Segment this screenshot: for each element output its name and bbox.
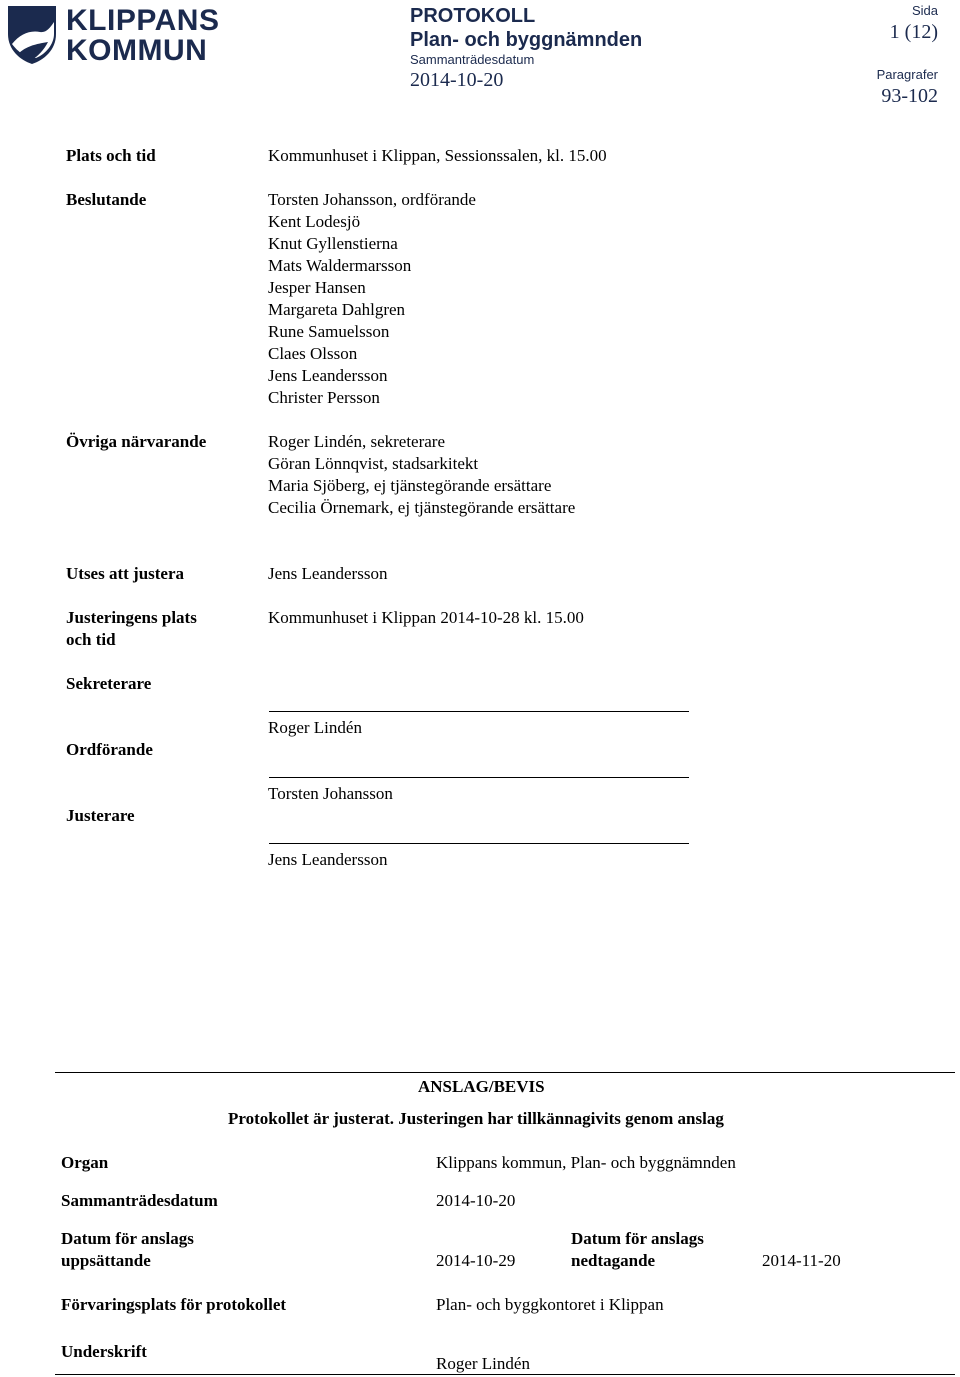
signature-line-adjuster bbox=[269, 843, 689, 844]
posted-date-label-2: uppsättande bbox=[61, 1251, 151, 1270]
storage-label: Förvaringsplats för protokollet bbox=[61, 1295, 287, 1314]
meeting-date: 2014-10-20 bbox=[410, 69, 504, 91]
appointed-adjuster-label: Utses att justera bbox=[66, 564, 185, 583]
decider-name: Torsten Johansson, ordförande bbox=[268, 190, 476, 209]
notice-meeting-date-label: Sammanträdesdatum bbox=[61, 1191, 218, 1210]
appointed-adjuster: Jens Leandersson bbox=[268, 564, 388, 583]
notice-subtitle: Protokollet är justerat. Justeringen har tillkännagivits genom anslag bbox=[228, 1109, 724, 1128]
posted-date-label-1: Datum för anslags bbox=[61, 1229, 194, 1248]
chair-name: Torsten Johansson bbox=[268, 784, 393, 803]
document-type: PROTOKOLL bbox=[410, 5, 536, 27]
decider-name: Rune Samuelsson bbox=[268, 322, 390, 341]
decider-name: Jesper Hansen bbox=[268, 278, 366, 297]
decider-name: Knut Gyllenstierna bbox=[268, 234, 398, 253]
organ-value: Klippans kommun, Plan- och byggnämnden bbox=[436, 1153, 736, 1172]
decider-name: Claes Olsson bbox=[268, 344, 358, 363]
meeting-date-label: Sammanträdesdatum bbox=[410, 52, 535, 67]
attendee-name: Cecilia Örnemark, ej tjänstegörande ersättare bbox=[268, 498, 576, 517]
notice-bottom-divider bbox=[55, 1374, 955, 1375]
adjust-place-value: Kommunhuset i Klippan 2014-10-28 kl. 15.00 bbox=[268, 608, 584, 627]
signature-line-chair bbox=[269, 777, 689, 778]
adjust-place-label-2: och tid bbox=[66, 630, 116, 649]
secretary-name: Roger Lindén bbox=[268, 718, 362, 737]
signature-name: Roger Lindén bbox=[436, 1354, 530, 1373]
page-label: Sida bbox=[911, 3, 938, 18]
decider-name: Mats Waldermarsson bbox=[268, 256, 412, 275]
deciders-list bbox=[268, 189, 476, 409]
place-value: Kommunhuset i Klippan, Sessionssalen, kl. 15.00 bbox=[268, 146, 607, 165]
chair-label: Ordförande bbox=[66, 740, 153, 759]
decider-name: Jens Leandersson bbox=[268, 366, 388, 385]
paragraphs-label: Paragrafer bbox=[876, 67, 938, 82]
attendee-name: Roger Lindén, sekreterare bbox=[268, 432, 445, 451]
deciders-label: Beslutande bbox=[66, 190, 147, 209]
adjust-place-label-1: Justeringens plats bbox=[66, 608, 197, 627]
place-label: Plats och tid bbox=[66, 146, 156, 165]
decider-name: Margareta Dahlgren bbox=[268, 300, 406, 319]
notice-top-divider bbox=[55, 1072, 955, 1073]
signature-line-secretary bbox=[269, 711, 689, 712]
logo-line-2: KOMMUN bbox=[66, 34, 208, 67]
removed-date-label-2: nedtagande bbox=[571, 1251, 656, 1270]
page-number: 1 (12) bbox=[889, 21, 938, 43]
posted-date: 2014-10-29 bbox=[436, 1251, 516, 1270]
storage-value: Plan- och byggkontoret i Klippan bbox=[436, 1295, 664, 1314]
adjuster-label: Justerare bbox=[66, 806, 135, 825]
attendee-name: Maria Sjöberg, ej tjänstegörande ersättare bbox=[268, 476, 552, 495]
committee-name: Plan- och byggnämnden bbox=[410, 29, 643, 51]
shield-logo-icon bbox=[4, 4, 60, 66]
signature-label: Underskrift bbox=[61, 1342, 147, 1361]
logo-line-1: KLIPPANS bbox=[66, 4, 220, 37]
attendee-name: Göran Lönnqvist, stadsarkitekt bbox=[268, 454, 479, 473]
organ-label: Organ bbox=[61, 1153, 109, 1172]
decider-name: Christer Persson bbox=[268, 388, 380, 407]
adjuster-name: Jens Leandersson bbox=[268, 850, 388, 869]
secretary-label: Sekreterare bbox=[66, 674, 152, 693]
others-present-label: Övriga närvarande bbox=[66, 432, 207, 451]
decider-name: Kent Lodesjö bbox=[268, 212, 361, 231]
paragraphs-range: 93-102 bbox=[881, 85, 938, 107]
others-present-list bbox=[268, 431, 575, 519]
removed-date-label-1: Datum för anslags bbox=[571, 1229, 704, 1248]
notice-title: ANSLAG/BEVIS bbox=[418, 1077, 545, 1096]
municipality-logo bbox=[4, 4, 220, 68]
removed-date: 2014-11-20 bbox=[762, 1251, 841, 1270]
notice-meeting-date: 2014-10-20 bbox=[436, 1191, 516, 1210]
